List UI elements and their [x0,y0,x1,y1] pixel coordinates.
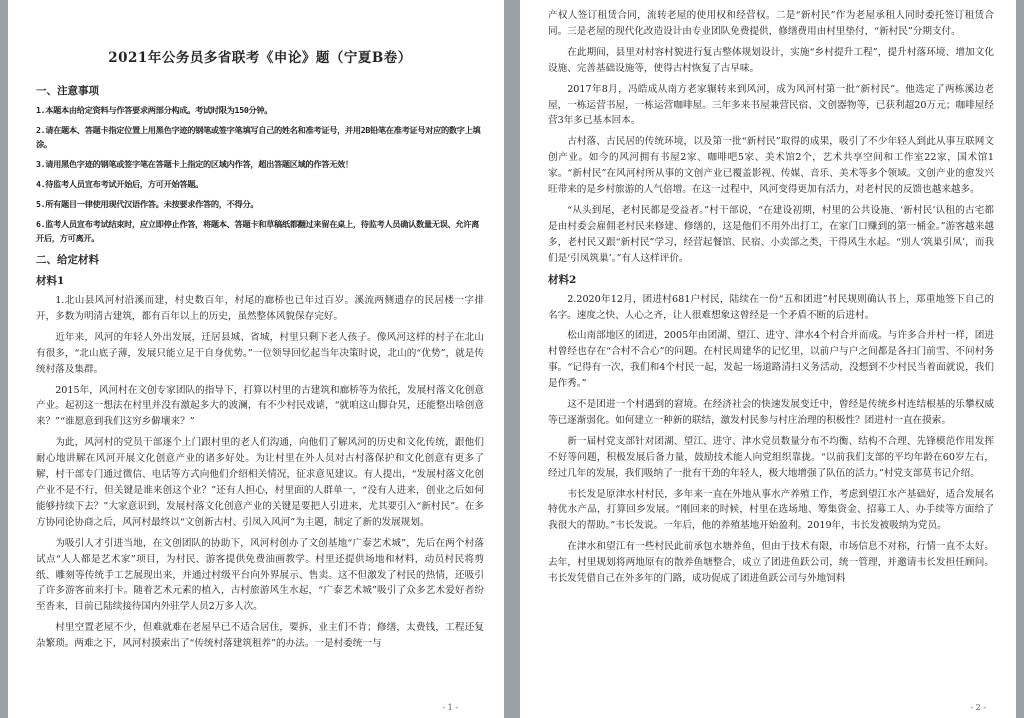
paragraph: 古村落、古民居的传统环境，以及第一批“新村民”取得的成果，吸引了不少年轻人到此从事互联网文创产业。如今的风河拥有书屋2家、咖啡吧5家、美术馆2个，艺术共享空间和工作室22家，国术馆1家。“新村民”在风河村所从事的文创产业已覆盖影视、传媒、音乐、美术等多个领域。文创产业的愈发兴旺带来的是乡村旅游的人气倍增。在这一过程中，风河变得更加有活力，对老村民的反馈也越来越多。 [548,136,994,196]
note-item: 5.所有题目一律使用现代汉语作答。未按要求作答的，不得分。 [36,199,259,209]
note-item: 4.待监考人员宣布考试开始后，方可开始答题。 [36,179,204,189]
page-number: - 2 - [970,703,986,712]
note-item: 3.请用黑色字迹的钢笔或签字笔在答题卡上指定的区域内作答，超出答题区域的作答无效！ [36,159,353,169]
paragraph: 为吸引人才引进当地，在文创团队的协助下，风河村创办了文创基地“广泰艺术城”，先后在两个村落试点“人人都是艺术家”项目，为村民、游客提供免费油画教学。村里还提供场地和材料，动员村民将剪纸、雕刻等传统手工艺展现出来，并通过村级平台向外界展示、售卖。这不但激发了村民的热情，还吸引了许多游客前来打卡。随着艺术元素的植入，古村旅游风生水起，“广泰艺术城”吸引了众多艺术爱好者纷至沓来，目前已陆续接待国内外驻学人员2万多人次。 [36,537,484,613]
note-item: 1.本题本由给定资料与作答要求两部分构成。考试时限为150分钟。 [36,105,273,115]
page-2 [520,0,1016,718]
paragraph: 近年来，风河的年轻人外出发展，迁居县城、省城，村里只剩下老人孩子。像风河这样的村子在北山有很多，“北山底子薄，发展只能立足于自身优势。”一位领导回忆起当年决策时说，北山的“优势”，就是传统村落及集群。 [36,331,484,375]
paragraph: 新一届村党支部针对团湖、望江、进守、津水党员数量分布不均衡、结构不合理、先锋模范作用发挥不好等问题，积极发展后备力量，鼓励技术能人向党组织靠拢。“以前我们支部的平均年龄在60岁左右，经过几年的发展，我们吸纳了一批有干劲的年轻人，极大地增强了队伍的活力。”村党支部莫书记介绍。 [548,435,994,479]
paragraph: 2017年8月，冯皓成从南方老家辗转来到风河，成为风河村第一批“新村民”。他选定了两栋溪边老屋，一栋运营书屋，一栋运营咖啡屋。三年多来书屋兼营民宿、文创器物等，已获利超20万元；咖啡屋经营3年多已基本回本。 [548,83,994,127]
paragraph: 产权人签订租赁合同，流转老屋的使用权和经营权。二是“新村民”作为老屋承租人同时委托签订租赁合同。三是老屋的现代化改造设计由专业团队免费提供，修缮费用由村里垫付，“新村民”分期支付。 [548,10,994,37]
paragraph: 1.北山县风河村沿溪而建，村史数百年，村尾的廊桥也已年过百岁。溪流两侧遗存的民居楼一字排开，多数为明清古建筑，都有百年以上的历史，虽然整体风貌保存完好。 [36,295,484,322]
material-heading: 材料1 [36,275,65,287]
paragraph: 松山南部地区的团进，2005年由团湖、望江、进守、津水4个村合并而成。与许多合并村一样，团进村曾经也存在“合村不合心”的问题。在村民周建华的记忆里，以前户与户之间都是各扫门前雪、不问村务事。“记得有一次，我们和4个村民一起，发起一场道路清扫义务活动，没想到不少村民当着面就说，我们是作秀。” [548,330,994,390]
paragraph: 这不是团进一个村遇到的窘境。在经济社会的快速发展变迁中，曾经是传统乡村连结根基的乐攀权威等已逐渐弱化。如何建立一种新的联结，激发村民参与村庄治理的积极性？团进村一直在摸索。 [548,399,994,426]
note-item: 2.请在题本、答题卡指定位置上用黑色字迹的钢笔或签字笔填写自己的姓名和准考证号，并用2B铅笔在准考证号对应的数字上填涂。 [36,125,481,149]
note-item: 6.监考人员宣布考试结束时，应立即停止作答，将题本、答题卡和草稿纸都翻过来留在桌上，待监考人员确认数量无误、允许离开后，方可离开。 [36,219,480,243]
section-heading-notes: 一、注意事项 [36,85,99,97]
document-title: 2021年公务员多省联考《申论》题（宁夏B卷） [108,50,412,66]
material-heading: 材料2 [548,273,577,286]
paragraph: 2.2020年12月，团进村681户村民，陆续在一份“五和团进”村民规则确认书上，郑重地签下自己的名字。速度之快、人心之齐，让人很难想象这曾经是一个矛盾不断的后进村。 [548,293,994,321]
paragraph: 为此，风河村的党员干部逐个上门跟村里的老人们沟通，向他们了解风河的历史和文化传统，跟他们耐心地讲解在风河开展文化创意产业的诸多好处。为让村里在外人员对古村落保护和文化创意有更多了解，村干部专门通过微信、电话等方式向他们介绍相关情况，征求意见建议。有人提出，“发展村落文化创产业不是不行，但关键是谁来创这个业？”还有人担心，村里面的人群单一，“没有人进来，创业之后如何能够持续下去？”大家意识到，发展村落文化创意产业的关键是要把人引进来，尤其要引入“新村民”。在多方协同论协商之后，风河村最终以“文创新古村、引凤入风河”为主题，制定了新的发展规划。 [36,437,484,528]
paragraph: 2015年，风河村在文创专家团队的指导下，打算以村里的古建筑和廊桥等为依托，发展村落文化创意产业。起初这一想法在村里并没有激起多大的波澜，有不少村民戏谑，“就咱这山脚旮旯，还能整出啥创意来？”“谁愿意到我们这穷乡僻壤来？” [36,384,484,428]
section-heading-materials: 二、给定材料 [36,254,99,266]
paragraph: “从头到尾，老村民都是受益者。”村干部说，“在建设初期，村里的公共设施、‘新村民’认租的古宅都是由村委会雇佣老村民来修建、修缮的，这是他们不用外出打工，在家门口赚到的第一桶金。”游客越来越多，老村民又跟“新村民”学习，经营起餐馆、民宿、小卖部之类，干得风生水起。“别人‘筑巢引凤’，而我们是‘引凤筑巢’。”有人这样评价。 [548,204,994,264]
paragraph: 在此期间，县里对村容村貌进行复古整体规划设计，实施“乡村提升工程”，提升村落环境、增加文化设施、完善基础设施等，使得古村恢复了古早味。 [548,46,994,74]
paragraph: 韦长发是原津水村村民，多年来一直在外地从事水产养殖工作，考虑到望江水产基础好，适合发展名特优水产品，打算回乡发展。“刚回来的时候，村里在选场地、筹集资金、招募工人、办手续等方面给了我很大的帮助。”韦长发说。一年后，他的养殖基地开始盈利。2019年，韦长发被吸纳为党员。 [548,488,994,532]
page-number: - 1 - [442,703,458,712]
page-1 [8,0,504,718]
paragraph: 村里空置老屋不少，但难就难在老屋早已不适合居住，要拆，业主们不肯；修缮，太费钱，工程还复杂繁琐。两难之下，风河村摸索出了“传统村落建筑租养”的办法。一是村委统一与 [36,622,484,650]
paragraph: 在津水和望江有一些村民此前承包水塘养鱼，但由于技术有限，市场信息不对称，行情一直不太好。去年，村里规划将两地原有的散养鱼塘整合，成立了团进鱼跃公司，统一管理，并邀请韦长发担任顾问。韦长发凭借自己在外多年的门路，成功促成了团进鱼跃公司与外地饲料 [548,541,994,585]
